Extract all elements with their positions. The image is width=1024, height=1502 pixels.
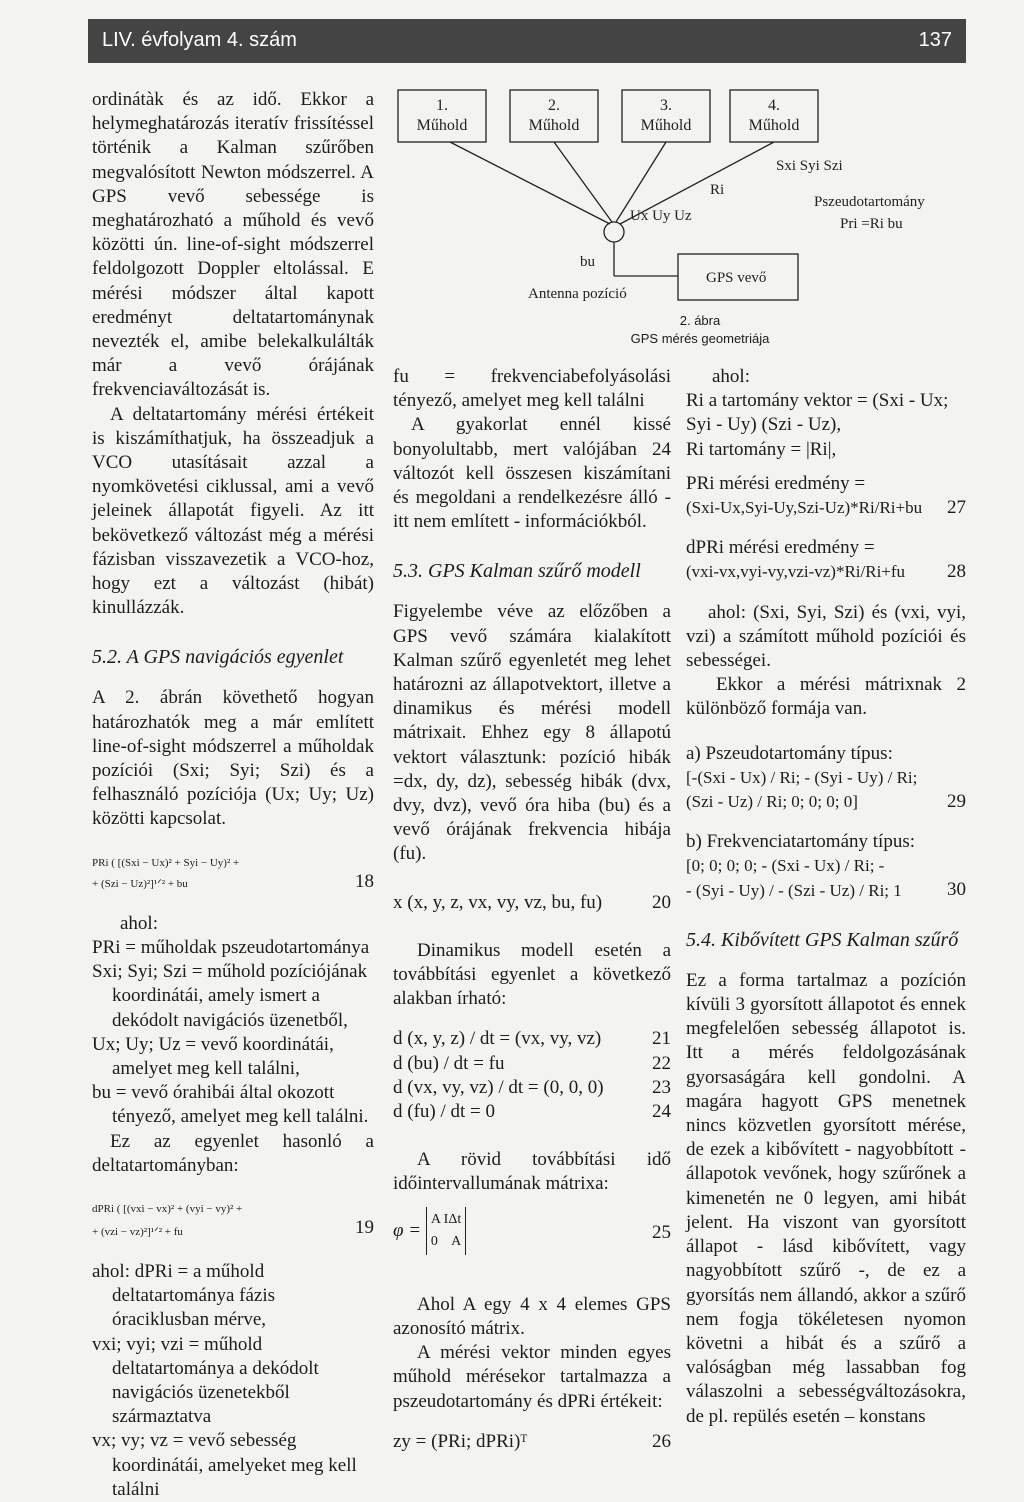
equation-number: 20 — [652, 891, 671, 913]
column-3 — [686, 365, 966, 1429]
equation-number: 29 — [947, 790, 966, 812]
equation: zy = (PRi; dPRi)ᵀ — [393, 1430, 528, 1452]
paragraph: Dinamikus modell esetén a továbbítási egyenlet a következő alakban írható: — [393, 939, 671, 1010]
equation-line: PRi ( [(Sxi − Ux)² + Syi − Uy)² + — [92, 856, 240, 869]
equation-number: 23 — [652, 1076, 671, 1098]
running-header — [88, 19, 966, 63]
equation-19 — [92, 1202, 374, 1240]
equation-29 — [686, 766, 966, 814]
equation-23 — [393, 1076, 671, 1100]
definition: fu = frekvenciabefolyásolási tényező, amelyet meg kell találni — [393, 366, 671, 412]
definition: ahol: dPRi = a műhold deltatartománya fázis óraciklusban mérve, — [92, 1260, 276, 1331]
equation-30 — [686, 854, 966, 902]
equation-number: 19 — [355, 1216, 374, 1238]
antenna-label: Antenna pozíció — [528, 286, 627, 302]
equation-line: [0; 0; 0; 0; - (Sxi - Ux) / Ri; - — [686, 856, 885, 876]
figure-title: GPS mérés geometriája — [630, 331, 770, 346]
definition: PRi = műholdak pszeudotartománya — [92, 936, 370, 958]
matrix-row: A IΔt — [430, 1211, 462, 1227]
paragraph: Ez a forma tartalmaz a pozíción kívüli 3 gyorsított állapotot és ennek megfelelően sebesség állapotot is. Itt a mérés feldolgozásának gyorsaságára kell gondolni. A magára hagyott GPS menetnek nincs közvetlen gyorsított mérése, de ezek a kibővített - nagyobbított - állapotok vevőnek, hogy szűrőnek a kimenetén ne 0 legyen, ami hibát jelent. Ha viszont van gyorsított állapot - lásd kibővített, vagy nagyobbított szűrő -, de ez a gyorsítás nem állandó, akkor a szűrő nem fogja tökéletesen nyomon követni a hibát és a szűrő a valóságban még lassabban fog válaszolni a sebességváltozásokra, de pl. repülés esetén – konstans — [686, 969, 966, 1427]
range-label: Ri — [710, 182, 725, 198]
equation-line: [-(Sxi - Ux) / Ri; - (Syi - Uy) / Ri; — [686, 767, 918, 787]
equation-27 — [686, 496, 966, 520]
paragraph: Ekkor a mérési mátrixnak 2 különböző formája van. — [686, 674, 966, 720]
definition: PRi mérési eredmény = — [686, 472, 866, 494]
satellite-label: Műhold — [416, 117, 468, 134]
section-heading: 5.4. Kibővített GPS Kalman szűrő — [686, 928, 959, 951]
definition: vxi; vyi; vzi = műhold deltatartománya a dekódolt navigációs üzenetekből származtatva — [92, 1333, 319, 1428]
satellite-label: Műhold — [528, 117, 580, 134]
definition: dPRi mérési eredmény = — [686, 537, 875, 559]
satellite-label: Műhold — [640, 117, 692, 134]
equation-number: 26 — [652, 1430, 671, 1452]
equation: x (x, y, z, vx, vy, vz, bu, fu) — [393, 891, 603, 913]
paragraph: ordinátàk és az idő. Ekkor a helymeghatározás iteratív frissítéssel történik a Kalman szűrőben megvalósított Newton módszerrel. A GPS vevő sebessége is meghatározható a műhold és vevő közötti ún. line-of-sight módszerrel feldolgozott Doppler eltolással. E mérési módszer által kapott eredményt deltatartománynak nevezték el, amibe belekalkulálták már a vevő órájának frekvenciaváltozását is. — [92, 89, 374, 401]
equation: (vxi-vx,vyi-vy,vzi-vz)*Ri/Ri+fu — [686, 562, 906, 582]
equation-24 — [393, 1100, 671, 1124]
matrix-row: 0 A — [430, 1233, 462, 1249]
transition-matrix — [426, 1207, 466, 1255]
paragraph: A rövid továbbítási idő időintervallumának mátrixa: — [393, 1149, 671, 1195]
equation-number: 18 — [355, 870, 374, 892]
equation: (Sxi-Ux,Syi-Uy,Szi-Uz)*Ri/Ri+bu — [686, 498, 923, 518]
paragraph: Ez az egyenlet hasonló a deltatartományban: — [92, 1130, 374, 1176]
paragraph: A 2. ábrán követhető hogyan határozhatók meg a már említett line-of-sight módszerrel a műholdak pozíciói (Sxi; Syi; Szi) és a felhasználó pozíciója (Ux; Uy; Uz) közötti kapcsolat. — [92, 687, 374, 830]
clock-bias-label: bu — [580, 254, 595, 270]
satellite-number: 4. — [768, 97, 780, 114]
page-number: 137 — [918, 29, 952, 51]
u-coord-labels: Ux Uy Uz — [630, 208, 692, 224]
equation-20 — [393, 891, 671, 915]
paragraph: A deltatartomány mérési értékeit is kiszámíthatjuk, ha összeadjuk a VCO utasításait azzal a nyomkövetési ciklussal, ami a vevő jeleinek állapotát figyeli. Az itt bekövetkező változást még a mérési fázisban visszavezetik a VCO-hoz, hogy ezt a változást (hibát) kinullázzák. — [92, 403, 374, 619]
paragraph: ahol: (Sxi, Syi, Szi) és (vxi, vyi, vzi) a számított műhold pozíciói és sebességei. — [686, 601, 966, 672]
definition-list — [92, 936, 374, 1130]
equation-number: 27 — [947, 497, 966, 519]
definition: Ri tartomány = |Ri|, — [686, 438, 837, 460]
pseudorange-formula: Pri =Ri bu — [840, 216, 903, 232]
section-heading: 5.3. GPS Kalman szűrő modell — [393, 560, 641, 583]
figure-number: 2. ábra — [679, 313, 721, 328]
equation-number: 24 — [652, 1101, 671, 1123]
satellite-label: Műhold — [748, 117, 800, 134]
definition: Ux; Uy; Uz = vevő koordinátái, amelyet meg kell találni, — [92, 1033, 334, 1079]
definition: vx; vy; vz = vevő sebesség koordinátái, amelyeket meg kell találni — [92, 1430, 357, 1500]
equation-line: - (Syi - Uy) / - (Szi - Uz) / Ri; 1 — [686, 880, 902, 900]
satellite-number: 2. — [548, 97, 560, 114]
equation-number: 22 — [652, 1052, 671, 1074]
list-item: a) Pszeudotartomány típus: — [686, 742, 893, 764]
equation-number: 25 — [652, 1221, 671, 1243]
figure-caption — [530, 312, 870, 348]
phi-symbol: φ = — [393, 1219, 422, 1241]
pseudorange-label: Pszeudotartomány — [814, 194, 925, 210]
equation: d (bu) / dt = fu — [393, 1052, 505, 1074]
definition-list — [92, 1260, 374, 1502]
text-ahol: ahol: — [712, 366, 750, 387]
column-2 — [393, 365, 671, 1454]
equation: d (fu) / dt = 0 — [393, 1101, 496, 1123]
journal-issue: LIV. évfolyam 4. szám — [102, 29, 297, 51]
equation: d (vx, vy, vz) / dt = (0, 0, 0) — [393, 1076, 604, 1098]
gps-receiver-label: GPS vevő — [706, 270, 767, 286]
equation-28 — [686, 560, 966, 584]
paragraph: Ahol A egy 4 x 4 elemes GPS azonosító mátrix. — [393, 1293, 671, 1339]
equation-number: 21 — [652, 1028, 671, 1050]
equation-18 — [92, 856, 374, 892]
paragraph: A mérési vektor minden egyes műhold mérésekor tartalmazza a pszeudotartomány és dPRi értékeit: — [393, 1342, 671, 1412]
definition: bu = vevő órahibái által okozott tényező, amelyet meg kell találni. — [92, 1082, 369, 1128]
equation-line: (Szi - Uz) / Ri; 0; 0; 0; 0] — [686, 792, 858, 812]
column-1 — [92, 88, 374, 1502]
equation-number: 30 — [947, 879, 966, 901]
definition: Ri a tartomány vektor = (Sxi - Ux; Syi - Uy) (Szi - Uz), — [686, 390, 949, 436]
equation-26 — [393, 1430, 671, 1454]
text-ahol: ahol: — [120, 912, 158, 934]
equation-number: 28 — [947, 561, 966, 583]
equation: d (x, y, z) / dt = (vx, vy, vz) — [393, 1028, 602, 1050]
equation-line: + (Szi − Uz)²]¹ᐟ² + bu — [92, 877, 188, 890]
equation-line: dPRi ( [(vxi − vx)² + (vyi − vy)² + — [92, 1202, 243, 1215]
satellite-number: 1. — [436, 97, 448, 114]
equation-25 — [393, 1207, 671, 1263]
s-coord-labels: Sxi Syi Szi — [776, 158, 843, 174]
paragraph: Figyelembe véve az előzőben a GPS vevő számára kialakított Kalman szűrő egyenletét meg lehet határozni az állapotvektort, illetve a dinamikus és mérési modell mátrixait. Ehhez egy 8 állapotú vektort választunk: pozíció hibák =dx, dy, dz), sebesség hibák (dvx, dvy, dvz), vevő óra hiba (bu) és a vevő órájának frekvencia hibája (fu). — [393, 601, 671, 865]
section-heading: 5.2. A GPS navigációs egyenlet — [92, 646, 344, 669]
list-item: b) Frekvenciatartomány típus: — [686, 831, 915, 853]
equation-line: + (vzi − vz)²]¹ᐟ² + fu — [92, 1225, 183, 1238]
paragraph: A gyakorlat ennél kissé bonyolultabb, mert valójában 24 változót kell összesen kiszámítani és megoldani a rendelkezésre álló - itt nem említett - információkból. — [393, 414, 671, 533]
satellite-number: 3. — [660, 97, 672, 114]
definition: Sxi; Syi; Szi = műhold pozíciójának koordinátái, amely ismert a dekódolt navigációs üzenetből, — [92, 961, 368, 1031]
equation-22 — [393, 1052, 671, 1076]
equation-21 — [393, 1027, 671, 1051]
